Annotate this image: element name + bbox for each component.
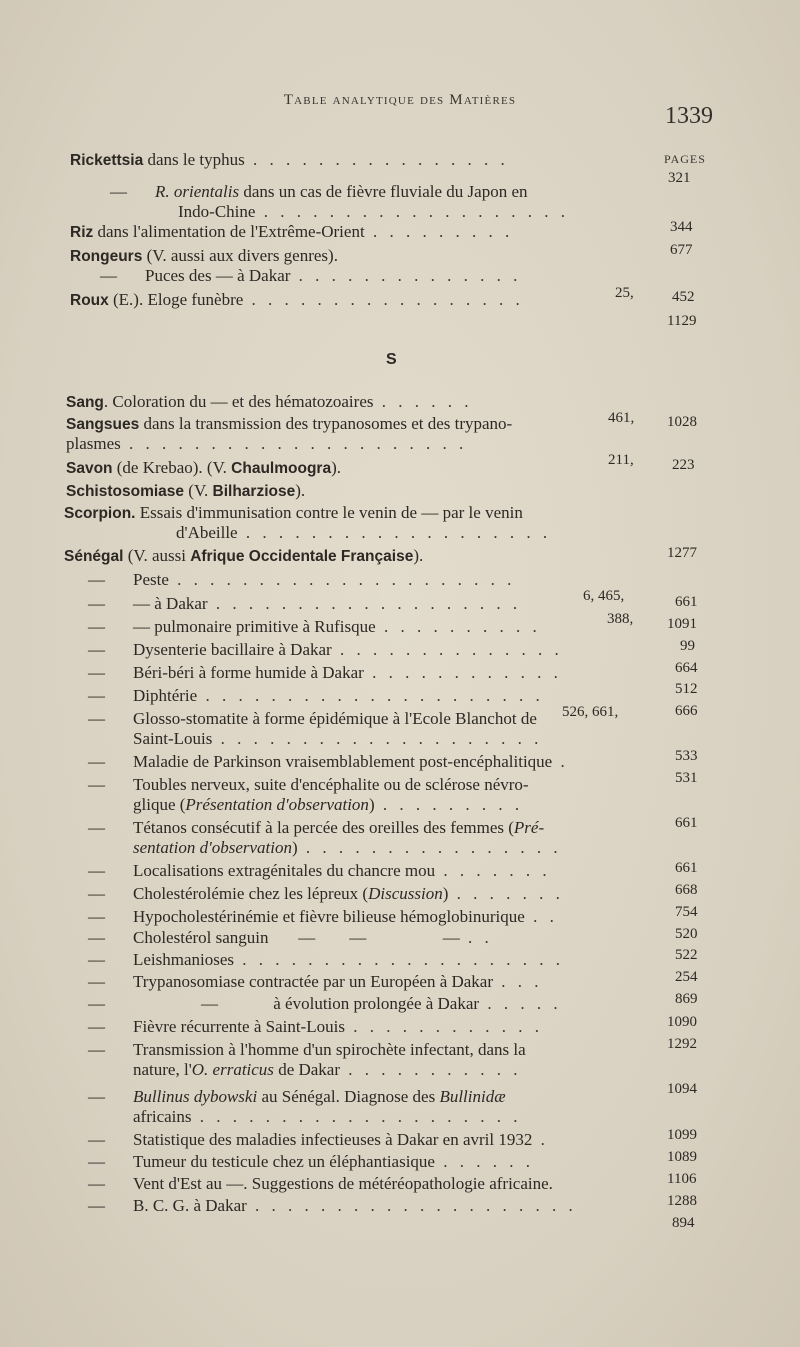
leader-dots: . [532,1130,549,1149]
page-number-entry: 666 [675,703,698,719]
leader-dots: . . . . . . . . . . . . . . [331,640,563,659]
index-entry [66,481,305,502]
index-entry [88,686,544,706]
index-entry [88,617,541,637]
continuation-dash: — [88,1196,105,1215]
page-number-entry: 512 [675,681,698,697]
page-number-entry: 1129 [667,313,697,329]
index-entry [88,709,537,729]
index-entry [88,861,551,881]
index-entry [133,795,523,815]
index-entry [88,752,569,772]
leader-dots: . . . . . . . . . . . . . . . . . . . . . [168,570,516,589]
entry-text: nature, l'O. erraticus de Dakar [133,1060,341,1079]
index-entry [70,290,524,311]
leader-dots: . . . . . . . . . . . . . . . . . . . . [212,729,543,748]
index-entry [133,838,562,858]
continuation-dash: — [88,570,105,589]
continuation-dash: — [88,928,105,947]
index-entry [88,1152,534,1172]
leader-dots: . . . . . . . . . . . . . . . . . . . . [246,1196,577,1215]
continuation-dash: — [88,884,105,903]
continuation-dash: — [88,1174,105,1193]
page-number-entry: 254 [675,969,698,985]
page-number-entry: 344 [670,219,693,235]
leader-dots: . . . . . . . . . . . . . . . . . . . . [234,950,565,969]
index-entry [70,150,509,171]
index-entry [66,392,472,413]
entry-text: Sangsues dans la transmission des trypanosomes et des trypano- [66,414,513,433]
entry-text: Rickettsia dans le typhus [70,150,245,169]
index-entry [133,729,542,749]
entry-text: Glosso-stomatite à forme épidémique à l'Ecole Blanchot de [133,709,537,728]
leader-dots: . . [459,928,493,947]
index-entry [64,503,523,524]
index-entry [88,1087,506,1107]
continuation-dash: — [88,818,105,837]
leader-dots: . . [524,907,558,926]
entry-text: Savon (de Krebao). (V. Chaulmoogra). [66,458,341,477]
continuation-dash: — [88,686,105,705]
entry-text: Schistosomiase (V. Bilharziose). [66,481,306,500]
page-number-entry: 99 [680,638,695,654]
entry-text: Sang. Coloration du — et des hématozoaires [66,392,374,411]
leader-dots: . . . . . . . . . . [375,617,541,636]
entry-text: — pulmonaire primitive à Rufisque [133,617,376,636]
page-reference: 526, 661, [562,704,619,720]
page-number-entry: 668 [675,882,698,898]
page-number-entry: 1090 [667,1014,697,1030]
continuation-dash: — [88,775,105,794]
leader-dots: . . . [493,972,543,991]
leader-dots: . . . . . [479,994,562,1013]
entry-text: Bullinus dybowski au Sénégal. Diagnose des Bullinidæ [133,1087,506,1106]
leader-dots: . . . . . . . . . . . . . . . . . . . [237,523,552,542]
entry-text: Transmission à l'homme d'un spirochète infectant, dans la [133,1040,526,1059]
index-entry [110,182,528,202]
section-letter: S [386,351,397,368]
continuation-dash: — [88,1017,105,1036]
index-entry [176,523,551,543]
entry-text: Puces des — à Dakar [145,266,291,285]
entry-text: Cholestérolémie chez les lépreux (Discussion) [133,884,449,903]
leader-dots: . . . . . . . [435,861,551,880]
leader-dots: . . . . . . . . . . . [340,1060,522,1079]
continuation-dash: — [88,709,105,728]
page-number-entry: 531 [675,770,698,786]
entry-text: Cholestérol sanguin — — — [133,928,460,947]
index-entry [70,222,513,243]
entry-text: Statistique des maladies infectieuses à Dakar en avril 1932 [133,1130,533,1149]
entry-text: Scorpion. Essais d'immunisation contre le venin de — par le venin [64,503,523,522]
page-number-entry: 1091 [667,616,697,632]
entry-text: glique (Présentation d'observation) [133,795,375,814]
continuation-dash: — [88,994,105,1013]
entry-text: Hypocholestérinémie et fièvre bilieuse hémoglobinurique [133,907,525,926]
page-number-entry: 661 [675,594,698,610]
page-number-entry: 533 [675,748,698,764]
entry-text: Maladie de Parkinson vraisemblablement post-encéphalitique [133,752,553,771]
pages-column-label: PAGES [664,152,706,166]
page-reference: 25, [615,285,634,301]
page-reference: 6, 465, [583,588,625,604]
leader-dots: . . . . . . . . . . . . . . . . . . . [255,202,569,221]
index-entry [88,640,563,660]
continuation-dash: — [88,1040,105,1059]
leader-dots: . . . . . . . . . . . . . . . . . . . . . [197,686,544,705]
leader-dots: . . . . . . . . . . . . . . . . [244,150,509,169]
entry-text: Riz dans l'alimentation de l'Extrême-Orient [70,222,365,241]
page-reference: 211, [608,452,634,468]
index-entry [88,907,558,927]
entry-text: Tumeur du testicule chez un éléphantiasique [133,1152,435,1171]
index-entry [88,570,515,590]
page-reference: 461, [608,410,635,426]
page-number-entry: 1288 [667,1193,697,1209]
page-number-entry: 894 [672,1215,695,1231]
page-number-entry: 1094 [667,1081,697,1097]
index-entry [88,1174,553,1194]
leader-dots: . . . . . . . . . . . . [344,1017,543,1036]
index-entry [88,972,543,992]
index-entry [64,546,423,567]
entry-text: africains [133,1107,192,1126]
page-number-entry: 522 [675,947,698,963]
index-entry [66,458,341,479]
entry-text: Béri-béri à forme humide à Dakar [133,663,364,682]
leader-dots: . . . . . . [434,1152,534,1171]
entry-text: Tétanos consécutif à la percée des oreilles des femmes (Pré- [133,818,545,837]
page-number-entry: 321 [668,170,691,186]
leader-dots: . . . . . . . [448,884,564,903]
entry-text: Roux (E.). Eloge funèbre [70,290,244,309]
index-entry [133,1060,522,1080]
index-entry [88,775,529,795]
page-number-entry: 452 [672,289,695,305]
leader-dots: . . . . . . . . . . . . . . . . . . . . [191,1107,522,1126]
index-entry [88,1017,543,1037]
continuation-dash: — [88,861,105,880]
leader-dots: . . . . . . . . . [364,222,514,241]
index-entry [88,994,562,1014]
page-reference: 388, [607,611,634,627]
continuation-dash: — [88,972,105,991]
entry-text: B. C. G. à Dakar [133,1196,247,1215]
continuation-dash: — [88,1130,105,1149]
index-entry [88,1196,577,1216]
leader-dots: . [552,752,569,771]
entry-text: R. orientalis dans un cas de fièvre fluviale du Japon en [155,182,528,201]
page-number-entry: 664 [675,660,698,676]
page-number-entry: 1089 [667,1149,697,1165]
entry-text: Sénégal (V. aussi Afrique Occidentale Française). [64,546,424,565]
entry-text: — à évolution prolongée à Dakar [133,994,480,1013]
leader-dots: . . . . . . [373,392,473,411]
page-number-entry: 1099 [667,1127,697,1143]
page-number-entry: 869 [675,991,698,1007]
page-number-entry: 1028 [667,414,697,430]
entry-text: sentation d'observation) [133,838,298,857]
entry-text: — à Dakar [133,594,208,613]
continuation-dash: — [88,617,105,636]
leader-dots: . . . . . . . . . . . . . . . . . . . [207,594,522,613]
continuation-dash: — [88,950,105,969]
page-number-entry: 1277 [667,545,697,561]
continuation-dash: — [88,594,105,613]
entry-text: Saint-Louis [133,729,213,748]
index-entry [100,266,521,286]
continuation-dash: — [88,752,105,771]
entry-text: Vent d'Est au —. Suggestions de météréopathologie africaine. [133,1174,553,1193]
page-number-entry: 661 [675,860,698,876]
page-number-entry: 223 [672,457,695,473]
leader-dots: . . . . . . . . . . . . . . . . . [243,290,524,309]
continuation-dash: — [88,907,105,926]
continuation-dash: — [88,663,105,682]
continuation-dash: — [110,182,127,201]
page-number-entry: 1292 [667,1036,697,1052]
entry-text: Dysenterie bacillaire à Dakar [133,640,332,659]
index-entry [88,1040,526,1060]
entry-text: plasmes [66,434,121,453]
running-header: Table analytique des Matières [283,92,517,108]
index-entry [70,246,338,267]
entry-text: Peste [133,570,169,589]
entry-text: Rongeurs (V. aussi aux divers genres). [70,246,338,265]
continuation-dash: — [100,266,117,285]
index-entry [88,1130,549,1150]
index-entry [88,663,562,683]
index-entry [133,1107,522,1127]
index-entry [66,434,467,454]
page-number-entry: 754 [675,904,698,920]
entry-text: Indo-Chine [178,202,256,221]
page-number-entry: 520 [675,926,698,942]
page-number-entry: 677 [670,242,693,258]
leader-dots: . . . . . . . . . [374,795,524,814]
index-entry [88,950,564,970]
index-entry [88,594,521,614]
leader-dots: . . . . . . . . . . . . . . . . . . . . . [120,434,468,453]
page-number-entry: 661 [675,815,698,831]
leader-dots: . . . . . . . . . . . . [363,663,562,682]
page-number: 1339 [665,103,713,129]
entry-text: Diphtérie [133,686,198,705]
continuation-dash: — [88,640,105,659]
entry-text: Trypanosomiase contractée par un Européen à Dakar [133,972,494,991]
entry-text: Toubles nerveux, suite d'encéphalite ou de sclérose névro- [133,775,529,794]
continuation-dash: — [88,1087,105,1106]
index-entry [178,202,569,222]
entry-text: Leishmanioses [133,950,235,969]
entry-text: Fièvre récurrente à Saint-Louis [133,1017,345,1036]
leader-dots: . . . . . . . . . . . . . . . . [297,838,562,857]
continuation-dash: — [88,1152,105,1171]
index-entry [66,414,512,435]
index-entry [88,928,493,948]
leader-dots: . . . . . . . . . . . . . . [290,266,522,285]
entry-text: Localisations extragénitales du chancre mou [133,861,436,880]
index-entry [88,884,564,904]
index-entry [88,818,544,838]
page-number-entry: 1106 [667,1171,697,1187]
entry-text: d'Abeille [176,523,238,542]
